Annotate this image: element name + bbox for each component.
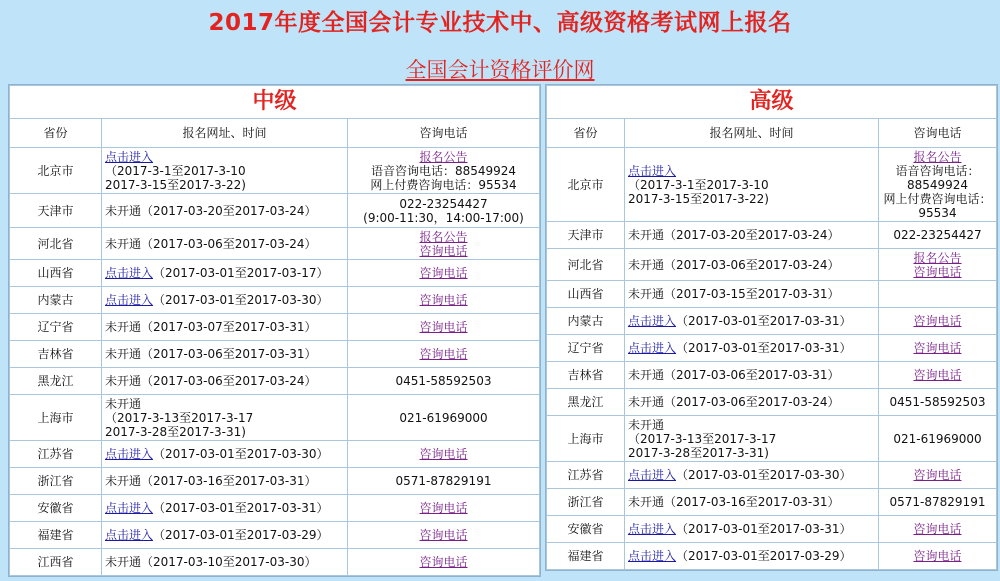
province-cell: 江西省 [10,549,102,576]
phone-link[interactable]: 咨询电话 [913,314,962,328]
phone-line: 网上付费咨询电话： [883,191,992,206]
site-time-cell [102,287,348,314]
phone-cell [348,495,540,522]
province-cell: 黑龙江 [547,389,625,416]
period-line: 2017-3-28至2017-3-31) [105,424,246,439]
enter-link[interactable]: 点击进入 [105,266,154,280]
mid-level-heading: 中级 [10,86,540,119]
enter-link[interactable]: 点击进入 [628,468,677,482]
site-time-cell [102,522,348,549]
phone-link[interactable]: 报名公告 [913,149,962,164]
province-cell: 黑龙江 [10,368,102,395]
period-text: （2017-03-06至2017-03-24） [141,236,317,251]
province-cell: 江苏省 [547,462,625,489]
phone-cell [879,281,997,308]
table-row [547,389,997,416]
phone-link[interactable]: 咨询电话 [419,320,468,334]
col-phone: 咨询电话 [348,119,540,148]
table-row [10,495,540,522]
phone-cell [879,308,997,335]
period-text: （2017-03-01至2017-03-31） [676,341,852,355]
table-row [547,489,997,516]
phone-line: 语音咨询电话：88549924 [370,163,517,178]
period-line: 2017-3-15至2017-3-22) [105,177,246,192]
status-text: 未开通 [105,347,142,361]
phone-cell [348,228,540,260]
table-row [10,395,540,441]
period-line: 2017-3-15至2017-3-22) [628,191,769,206]
table-row [10,549,540,576]
period-text: （2017-03-01至2017-03-17） [153,266,329,280]
site-time-cell [102,395,348,441]
period-text: （2017-03-06至2017-03-24） [664,257,840,272]
site-time-cell [625,362,879,389]
table-row [10,522,540,549]
phone-number: 0571-87829191 [395,474,492,488]
table-row [10,228,540,260]
status-text: 未开通 [105,474,142,488]
province-cell: 浙江省 [547,489,625,516]
phone-cell [879,249,997,281]
table-row [547,362,997,389]
province-cell: 吉林省 [10,341,102,368]
phone-link[interactable]: 报名公告 [419,229,468,244]
enter-link[interactable]: 点击进入 [105,447,154,461]
province-cell: 安徽省 [547,516,625,543]
phone-cell [879,516,997,543]
phone-cell [348,549,540,576]
province-cell: 内蒙古 [10,287,102,314]
table-row [547,462,997,489]
status-text: 未开通 [628,368,665,382]
province-cell: 上海市 [547,416,625,462]
province-cell: 河北省 [10,228,102,260]
phone-cell [348,468,540,495]
period-text: （2017-03-01至2017-03-30） [153,447,329,461]
phone-link[interactable]: 咨询电话 [913,522,962,536]
table-row [10,368,540,395]
period-text: （2017-03-20至2017-03-24） [141,203,317,218]
site-time-cell [625,335,879,362]
province-cell: 山西省 [547,281,625,308]
phone-cell [879,489,997,516]
phone-line: 网上付费咨询电话：95534 [370,177,517,192]
province-cell: 吉林省 [547,362,625,389]
phone-cell [879,362,997,389]
phone-number: 021-61969000 [893,431,982,446]
province-cell: 北京市 [547,148,625,222]
phone-cell [879,222,997,249]
period-line: （2017-3-13至2017-3-17 [105,410,254,425]
site-time-cell [625,249,879,281]
period-text: （2017-03-01至2017-03-31） [153,501,329,515]
phone-cell [348,341,540,368]
phone-cell [348,287,540,314]
site-time-cell [625,222,879,249]
status-text: 未开通 [105,203,142,218]
enter-link[interactable]: 点击进入 [628,522,677,536]
site-time-cell [625,416,879,462]
period-text: （2017-03-06至2017-03-31） [664,368,840,382]
phone-link[interactable]: 咨询电话 [913,368,962,382]
phone-link[interactable]: 咨询电话 [419,501,468,515]
site-time-cell [102,260,348,287]
province-cell: 北京市 [10,148,102,194]
phone-cell [879,335,997,362]
phone-link[interactable]: 咨询电话 [913,341,962,355]
table-row [10,260,540,287]
status-text: 未开通 [105,320,142,334]
phone-cell [348,260,540,287]
period-text: （2017-03-10至2017-03-30） [141,555,317,569]
site-time-cell [625,281,879,308]
site-time-cell [102,441,348,468]
period-text: （2017-03-15至2017-03-31） [664,287,840,301]
province-cell: 安徽省 [10,495,102,522]
province-cell: 天津市 [547,222,625,249]
period-text: （2017-03-16至2017-03-31） [141,474,317,488]
site-time-cell [625,489,879,516]
table-row [547,281,997,308]
status-text: 未开通 [628,287,665,301]
phone-number: 021-61969000 [399,410,488,425]
period-text: （2017-03-06至2017-03-24） [664,395,840,409]
enter-link[interactable]: 点击进入 [628,549,677,563]
phone-number: 022-23254427 [893,228,982,242]
phone-link[interactable]: 咨询电话 [419,293,468,307]
phone-cell [348,522,540,549]
cpa-site-link[interactable]: 全国会计资格评价网 [405,58,595,82]
phone-link[interactable]: 咨询电话 [419,266,468,280]
table-row [547,516,997,543]
status-text: 未开通 [628,228,665,242]
table-row [10,148,540,194]
enter-link[interactable]: 点击进入 [628,341,677,355]
province-cell: 上海市 [10,395,102,441]
site-time-cell [102,148,348,194]
table-row [10,441,540,468]
status-text: 未开通 [105,555,142,569]
period-text: （2017-03-06至2017-03-31） [141,347,317,361]
phone-cell [879,416,997,462]
period-text: （2017-03-20至2017-03-24） [664,228,840,242]
status-text: 未开通 [628,417,665,432]
table-row [547,222,997,249]
period-text: （2017-03-06至2017-03-24） [141,374,317,388]
site-time-cell [102,468,348,495]
table-row [547,543,997,570]
phone-number: 0571-87829191 [889,495,986,509]
phone-cell [348,194,540,228]
site-time-cell [625,308,879,335]
site-time-cell [102,341,348,368]
period-text: （2017-03-16至2017-03-31） [664,495,840,509]
phone-link[interactable]: 报名公告 [419,149,468,164]
province-cell: 山西省 [10,260,102,287]
province-cell: 辽宁省 [547,335,625,362]
status-text: 未开通 [628,495,665,509]
phone-link[interactable]: 咨询电话 [419,555,468,569]
status-text: 未开通 [105,236,142,251]
site-time-cell [102,368,348,395]
site-time-cell [102,228,348,260]
table-row [547,148,997,222]
period-line: 2017-3-28至2017-3-31) [628,445,769,460]
col-province: 省份 [547,119,625,148]
sub-title [0,54,1000,84]
table-row [547,335,997,362]
enter-link[interactable]: 点击进入 [105,501,154,515]
phone-link[interactable]: 咨询电话 [913,468,962,482]
status-text: 未开通 [105,374,142,388]
period-text: （2017-03-01至2017-03-31） [676,314,852,328]
site-time-cell [625,389,879,416]
enter-link[interactable]: 点击进入 [628,314,677,328]
col-phone: 咨询电话 [879,119,997,148]
col-site-time: 报名网址、时间 [625,119,879,148]
site-time-cell [102,314,348,341]
period-line: （2017-3-13至2017-3-17 [628,431,777,446]
phone-line: 88549924 [906,177,969,192]
phone-link[interactable]: 咨询电话 [419,243,468,258]
table-row [547,308,997,335]
table-row [10,287,540,314]
site-time-cell [625,543,879,570]
phone-line: 语音咨询电话： [895,163,980,178]
enter-link[interactable]: 点击进入 [105,149,154,164]
province-cell: 内蒙古 [547,308,625,335]
province-cell: 江苏省 [10,441,102,468]
site-time-cell [102,194,348,228]
phone-cell [879,543,997,570]
site-time-cell [625,462,879,489]
period-line: （2017-3-1至2017-3-10 [628,177,769,192]
period-text: （2017-03-01至2017-03-30） [153,293,329,307]
phone-number: 0451-58592503 [889,395,986,409]
table-row [10,194,540,228]
phone-cell [348,148,540,194]
phone-line: 022-23254427 [399,196,488,211]
province-cell: 河北省 [547,249,625,281]
table-row [547,249,997,281]
province-cell: 天津市 [10,194,102,228]
enter-link[interactable]: 点击进入 [105,528,154,542]
high-level-table [546,85,997,570]
high-level-panel [545,84,998,571]
site-time-cell [102,495,348,522]
status-text: 未开通 [628,395,665,409]
phone-cell [879,462,997,489]
phone-cell [879,389,997,416]
province-cell: 浙江省 [10,468,102,495]
province-cell: 福建省 [10,522,102,549]
period-text: （2017-03-01至2017-03-31） [676,522,852,536]
province-cell: 辽宁省 [10,314,102,341]
mid-level-table [9,85,540,576]
phone-link[interactable]: 报名公告 [913,250,962,265]
enter-link[interactable]: 点击进入 [105,293,154,307]
phone-cell [348,395,540,441]
table-row [10,468,540,495]
high-level-heading: 高级 [547,86,997,119]
period-text: （2017-03-01至2017-03-30） [676,468,852,482]
phone-link[interactable]: 咨询电话 [419,347,468,361]
col-province: 省份 [10,119,102,148]
period-line: （2017-3-1至2017-3-10 [105,163,246,178]
table-row [10,314,540,341]
status-text: 未开通 [105,396,142,411]
mid-level-panel [8,84,541,577]
phone-cell [348,441,540,468]
site-time-cell [102,549,348,576]
enter-link[interactable]: 点击进入 [628,163,677,178]
phone-cell [879,148,997,222]
phone-line: 95534 [918,205,957,220]
phone-number: 0451-58592503 [395,374,492,388]
period-text: （2017-03-01至2017-03-29） [676,549,852,563]
table-row [547,416,997,462]
period-text: （2017-03-07至2017-03-31） [141,320,317,334]
phone-cell [348,368,540,395]
site-time-cell [625,148,879,222]
period-text: （2017-03-01至2017-03-29） [153,528,329,542]
table-row [10,341,540,368]
phone-link[interactable]: 咨询电话 [913,264,962,279]
col-site-time: 报名网址、时间 [102,119,348,148]
province-cell: 福建省 [547,543,625,570]
site-time-cell [625,516,879,543]
status-text: 未开通 [628,257,665,272]
phone-line: (9:00-11:30，14:00-17:00) [363,210,524,225]
phone-link[interactable]: 咨询电话 [419,528,468,542]
phone-link[interactable]: 咨询电话 [913,549,962,563]
phone-link[interactable]: 咨询电话 [419,447,468,461]
phone-cell [348,314,540,341]
page-title: 2017年度全国会计专业技术中、高级资格考试网上报名 [208,10,792,36]
